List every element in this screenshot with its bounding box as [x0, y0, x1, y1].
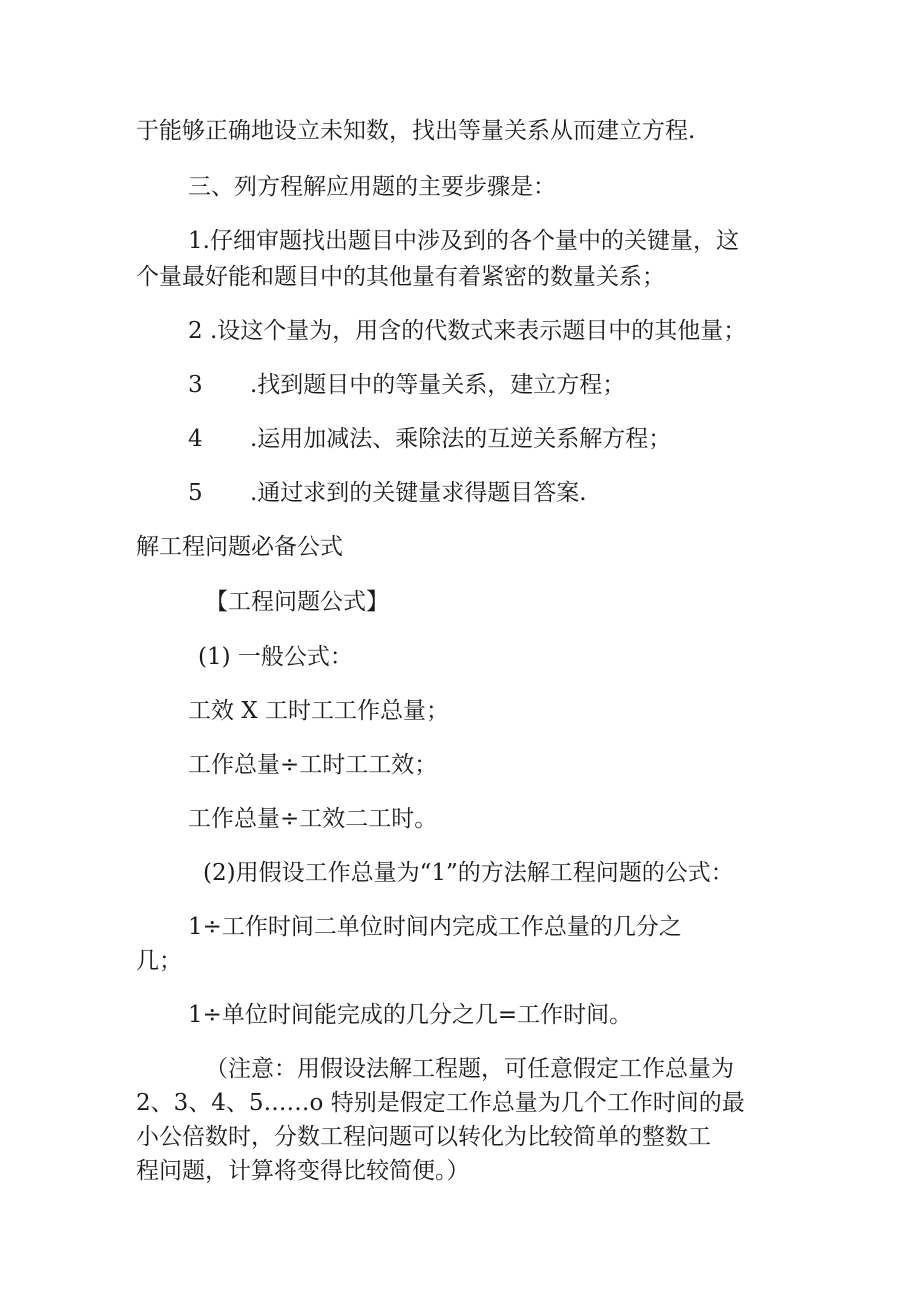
step-5 [188, 478, 587, 508]
note-line-2: 2、3、4、5……o 特别是假定工作总量为几个工作时间的最 [136, 1090, 745, 1116]
step-4 [188, 424, 671, 454]
step-2: 2 .设这个量为，用含的代数式来表示题目中的其他量； [188, 318, 747, 344]
assume-formula-1-line-1: 1÷工作时间二单位时间内完成工作总量的几分之 [188, 914, 682, 940]
formula-heading: 【工程问题公式】 [205, 589, 389, 615]
assume-heading: (2)用假设工作总量为“1”的方法解工程问题的公式： [203, 860, 734, 886]
assume-formula-1-line-2: 几； [136, 948, 182, 974]
assume-formula-2: 1÷单位时间能完成的几分之几=工作时间。 [188, 1002, 633, 1028]
step-1-line-2: 个量最好能和题目中的其他量有着紧密的数量关系； [136, 264, 665, 290]
step-3 [188, 370, 625, 400]
step-4-text: .运用加减法、乘除法的互逆关系解方程； [250, 426, 672, 452]
section-title: 解工程问题必备公式 [136, 534, 343, 560]
step-5-number: 5 [188, 480, 203, 506]
note-line-4: 程问题，计算将变得比较简便。） [136, 1158, 470, 1184]
note-line-1: （注意：用假设法解工程题，可任意假定工作总量为 [205, 1056, 734, 1082]
steps-heading: 三、列方程解应用题的主要步骤是： [188, 174, 556, 200]
step-1-line-1: 1.仔细审题找出题目中涉及到的各个量中的关键量，这 [188, 228, 739, 254]
general-formula-label: (1) 一般公式： [198, 644, 353, 670]
formula-1: 工效 X 工时工工作总量； [188, 698, 449, 724]
step-3-number: 3 [188, 372, 203, 398]
intro-tail-paragraph: 于能够正确地设立未知数，找出等量关系从而建立方程. [136, 118, 696, 144]
formula-3: 工作总量÷工效二工时。 [188, 806, 438, 832]
formula-2: 工作总量÷工时工工效； [188, 752, 438, 778]
step-5-text: .通过求到的关键量求得题目答案. [250, 480, 587, 506]
step-4-number: 4 [188, 426, 203, 452]
step-3-text: .找到题目中的等量关系，建立方程； [250, 372, 626, 398]
note-line-3: 小公倍数时，分数工程问题可以转化为比较简单的整数工 [136, 1124, 711, 1150]
